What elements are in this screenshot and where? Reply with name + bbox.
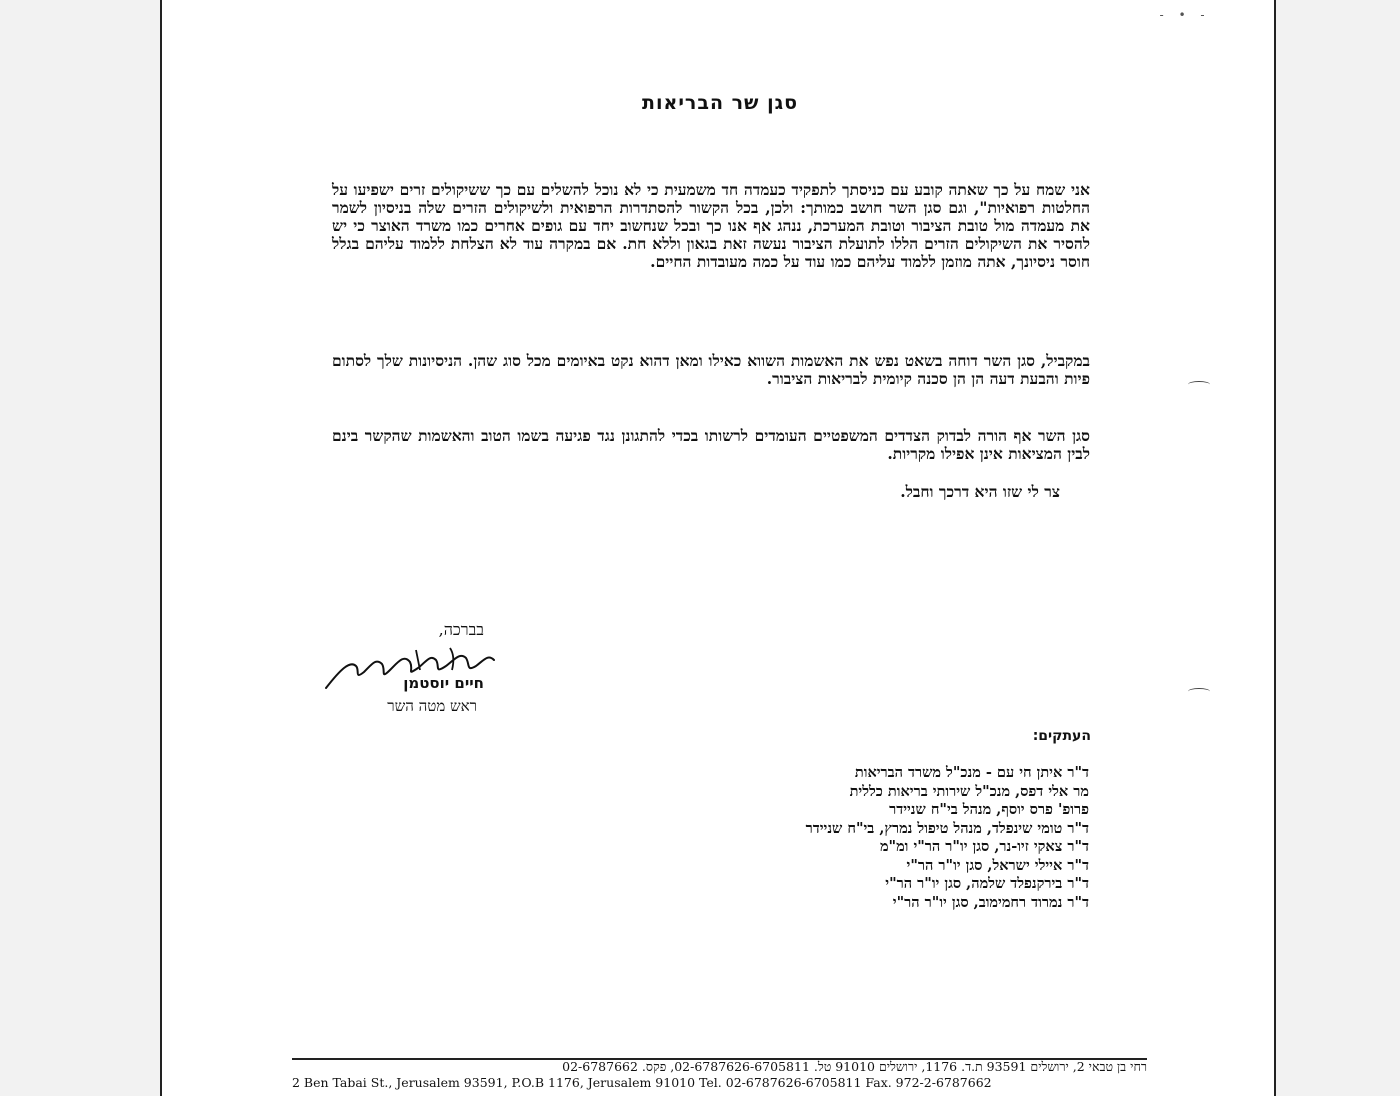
cc-header: העתקים: [1032,728,1091,744]
cc-item: ד"ר בירקנפלד שלמה, סגן יו"ר הר"י [885,875,1089,892]
margin-mark [1188,381,1210,388]
letter-page [160,0,1276,1096]
paragraph-3: סגן השר אף הורה לבדוק הצדדים המשפטיים העומדים לרשותו בכדי להתגונן נגד פגיעה בשמו הטוב והאשמות שהקשר בינם לבין המציאות אינן אפילו מקריות. [332,426,1090,463]
letter-title: סגן שר הבריאות [641,92,798,114]
paragraph-1: אני שמח על כך שאתה קובע עם כניסתך לתפקיד כעמדה חד משמעית כי לא נוכל להשלים עם כך ששיקולים זרים ישפיעו על החלטות רפואיות", וגם סגן השר חושב כמותך: ולכן, בכל הקשור להסתדרות הרפואית ולשיקולים הזרים שלה בניסיון לשמר את מעמדה מול טובת הציבור וטובת המערכת, ננהג אף אנו כך ובכל שנחשוב יחד עם גופים אחרים כמו משרד האוצר כי יש להסיר את השיקולים הזרים הללו לתועלת הציבור נעשה זאת בגאון וללא חת. אם במקרה עוד לא הצלחת ללמוד עליהם בגלל חוסר ניסיונך, אתה מוזמן ללמוד עליהם כמו עוד על כמה מעובדות החיים. [332,180,1090,271]
footer-address-hebrew: רחי בן טבאי 2, ירושלים 93591 ת.ד. 1176, ירושלים 91010 טל. 02-6787626-6705811, פקס. 02-6787662 [562,1059,1147,1074]
cc-item: ד"ר איילי ישראל, סגן יו"ר הר"י [906,856,1089,874]
paragraph-2: במקביל, סגן השר דוחה בשאט נפש את האשמות השווא כאילו ומאן דהוא נקט באיומים מכל סוג שהן. הניסיונות שלך לסתום פיות והבעת דעה הן הן סכנה קיומית לבריאות הציבור. [332,351,1090,388]
cc-item: ד"ר טומי שינפלד, מנהל טיפול נמרץ, בי"ח שניידר [805,819,1089,837]
cc-list [806,764,1089,912]
signer-title: ראש מטה השר [387,697,477,715]
scan-mark: - • - [1158,8,1210,22]
paragraph-4: צר לי שזו היא דרכך וחבל. [900,482,1060,501]
footer-address-english: 2 Ben Tabai St., Jerusalem 93591, P.O.B 1176, Jerusalem 91010 Tel. 02-6787626-6705811 Fax. 972-2-6787662 [292,1075,992,1090]
closing-greeting: בברכה, [438,620,484,639]
cc-item: ד"ר נמרוד רחמימוב, סגן יו"ר הר"י [892,893,1089,911]
cc-item: ד"ר איתן חי עם - מנכ"ל משרד הבריאות [854,764,1089,781]
margin-mark [1188,688,1210,695]
cc-item: מר אלי דפס, מנכ"ל שירותי בריאות כללית [849,782,1089,800]
cc-item: פרופ' פרס יוסף, מנהל בי"ח שניידר [889,801,1089,818]
cc-item: ד"ר צאקי זיו-נר, סגן יו"ר הר"י ומ"מ [879,838,1089,855]
signer-name: חיים יוסטמן [403,674,484,692]
